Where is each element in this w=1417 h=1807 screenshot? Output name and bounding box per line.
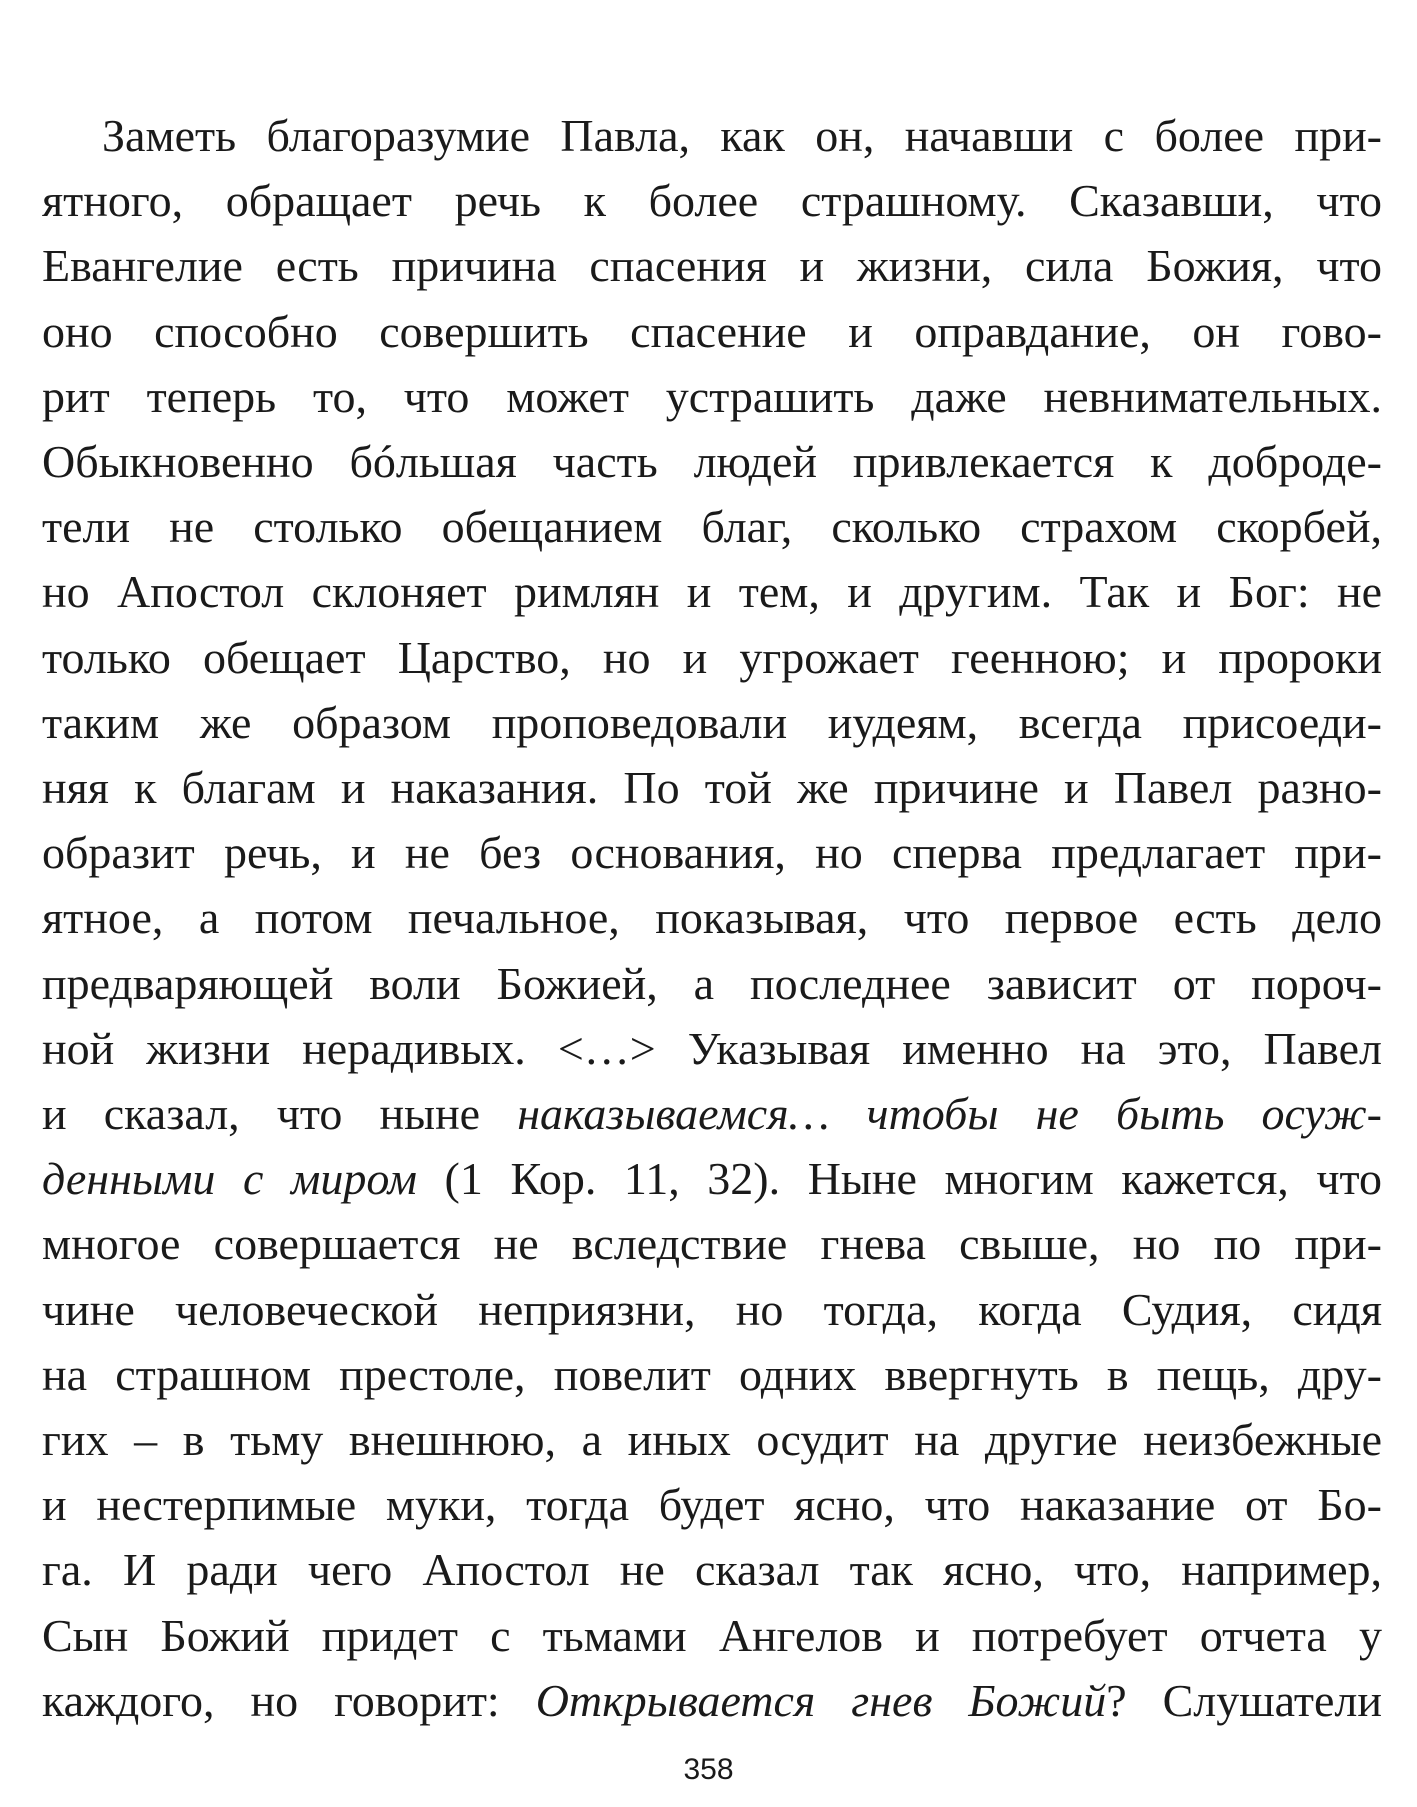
text-run: Заметь благоразумие Павла, как он, начавши с более при- [102,110,1382,161]
text-line [42,1668,1382,1733]
text-line [42,625,1382,690]
text-line [42,559,1382,624]
text-run: рит теперь то, что может устрашить даже невнимательных. [42,370,1382,422]
text-line [42,1342,1382,1407]
paragraph-body [42,103,1382,1733]
text-run: многое совершается не вследствие гнева свыше, но по при- [42,1218,1382,1270]
text-line [42,1407,1382,1472]
text-line [42,103,1382,168]
text-run: (1 Кор. 11, 32). Ныне многим кажется, что [416,1153,1382,1205]
text-line [42,429,1382,494]
text-line [42,951,1382,1016]
text-run: ятное, а потом печальное, показывая, что первое есть дело [42,892,1382,944]
text-line [42,299,1382,364]
text-run: Евангелие есть причина спасения и жизни, сила Божия, что [42,240,1382,292]
text-run: ятного, обращает речь к более страшному. Сказавши, что [42,175,1382,227]
italic-quote: денными с миром [42,1153,417,1205]
text-run: оно способно совершить спасение и оправдание, он гово- [42,305,1382,357]
text-run: ? Слушатели [1106,1674,1382,1726]
page-number: 358 [683,1753,734,1786]
text-line [42,1016,1382,1081]
text-line [42,1146,1382,1211]
text-line [42,168,1382,233]
text-line [42,820,1382,885]
text-line [42,885,1382,950]
text-run: и нестерпимые муки, тогда будет ясно, что наказание от Бо- [42,1479,1382,1531]
text-line [42,1211,1382,1276]
text-line [42,690,1382,755]
text-line [42,1277,1382,1342]
text-run: тели не столько обещанием благ, сколько страхом скорбей, [42,501,1382,553]
text-line [42,1081,1382,1146]
text-line [42,1603,1382,1668]
text-run: образит речь, и не без основания, но сперва предлагает при- [42,827,1382,879]
text-run: но Апостол склоняет римлян и тем, и другим. Так и Бог: не [42,566,1382,618]
text-line [42,233,1382,298]
text-run: каждого, но говорит: [42,1674,536,1726]
text-run: и сказал, что ныне [42,1088,518,1140]
text-line [42,494,1382,559]
italic-quote: наказываемся… чтобы не быть осуж- [517,1088,1382,1140]
text-line [42,1472,1382,1537]
text-run: гих – в тьму внешнюю, а иных осудит на другие неизбежные [42,1414,1382,1466]
text-run: га. И ради чего Апостол не сказал так ясно, что, например, [42,1544,1382,1596]
text-run: предваряющей воли Божией, а последнее зависит от пороч- [42,957,1382,1009]
text-run: на страшном престоле, повелит одних ввергнуть в пещь, дру- [42,1348,1382,1400]
text-run: чине человеческой неприязни, но тогда, когда Судия, сидя [42,1283,1382,1335]
text-run: ной жизни нерадивых. <…> Указывая именно на это, Павел [42,1022,1382,1074]
text-run: няя к благам и наказания. По той же причине и Павел разно- [42,762,1382,814]
text-line [42,364,1382,429]
text-line [42,755,1382,820]
text-run: Обыкновенно бóльшая часть людей привлекается к доброде- [42,436,1382,488]
text-run: только обещает Царство, но и угрожает геенною; и пророки [42,631,1382,683]
italic-quote: Открывается гнев Божий [535,1674,1107,1726]
text-run: Сын Божий придет с тьмами Ангелов и потребует отчета у [42,1609,1382,1661]
text-line [42,1537,1382,1602]
text-run: таким же образом проповедовали иудеям, всегда присоеди- [42,696,1382,748]
